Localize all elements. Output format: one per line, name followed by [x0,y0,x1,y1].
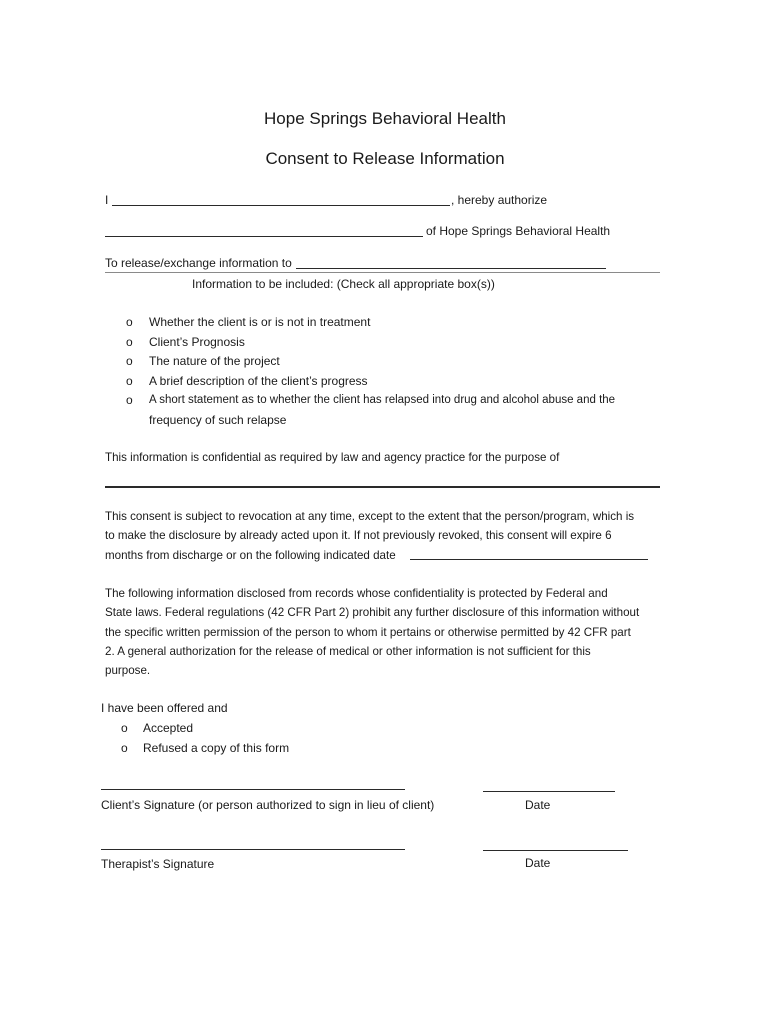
organization-title: Hope Springs Behavioral Health [264,109,506,128]
therapist-date-label: Date [525,856,551,870]
checklist-item-label: A short statement as to whether the client has relapsed into drug and alcohol abuse and the [149,394,616,406]
checklist-item-label: Whether the client is or is not in treatment [149,315,371,329]
checklist-item-label: The nature of the project [149,354,280,368]
checkbox-bullet-icon[interactable]: o [126,315,133,329]
revocation-line: This consent is subject to revocation at any time, except to the extent that the person/program, which is [105,510,635,523]
release-recipient-blank[interactable] [296,268,606,269]
info-included-heading: Information to be included: (Check all appropriate box(s)) [192,277,495,291]
of-organization-label: of Hope Springs Behavioral Health [426,224,611,238]
copy-option-label: Refused a copy of this form [143,741,290,755]
copy-offer-intro: I have been offered and [101,701,228,715]
federal-line: 2. A general authorization for the release of medical or other information is not sufficient for this [105,644,591,658]
hereby-authorize-label: , hereby authorize [451,193,548,207]
revocation-line: to make the disclosure by already acted upon it. If not previously revoked, this consent will expire 6 [105,529,612,543]
copy-option-label: Accepted [143,721,194,735]
therapist-signature-label: Therapist’s Signature [101,857,215,871]
checkbox-bullet-icon[interactable]: o [126,393,133,407]
client-date-line[interactable] [483,791,615,792]
checklist-item-label: Client’s Prognosis [149,335,245,349]
therapist-signature-line[interactable] [101,849,405,850]
section-divider [105,272,660,273]
expiration-date-blank[interactable] [410,559,648,560]
client-signature-line[interactable] [101,789,405,790]
client-date-label: Date [525,798,551,812]
client-signature-label: Client’s Signature (or person authorized to sign in lieu of client) [101,798,435,812]
revocation-line: months from discharge or on the following indicated date [105,548,396,562]
purpose-blank[interactable] [105,486,660,488]
client-name-blank[interactable] [112,205,450,206]
federal-line: State laws. Federal regulations (42 CFR Part 2) prohibit any further disclosure of this information without [105,606,640,620]
federal-line: the specific written permission of the person to whom it pertains or otherwise permitted by 42 CFR part [105,625,631,639]
checkbox-bullet-icon[interactable]: o [126,335,133,349]
confidential-statement: This information is confidential as required by law and agency practice for the purpose of [105,451,560,464]
checkbox-bullet-icon[interactable]: o [121,721,128,735]
checkbox-bullet-icon[interactable]: o [126,374,133,388]
release-to-label: To release/exchange information to [105,256,292,270]
federal-line: purpose. [105,664,151,678]
form-title: Consent to Release Information [265,149,505,168]
checkbox-bullet-icon[interactable]: o [121,741,128,755]
checkbox-bullet-icon[interactable]: o [126,354,133,368]
federal-regulations-paragraph [105,584,660,680]
authorized-party-blank[interactable] [105,236,423,237]
therapist-date-line[interactable] [483,850,628,851]
checklist-item-continuation: frequency of such relapse [149,413,287,427]
i-label: I [105,193,109,207]
federal-line: The following information disclosed from records whose confidentiality is protected by Federal and [105,587,608,600]
checklist-item-label: A brief description of the client’s progress [149,374,368,388]
revocation-paragraph [105,507,660,565]
